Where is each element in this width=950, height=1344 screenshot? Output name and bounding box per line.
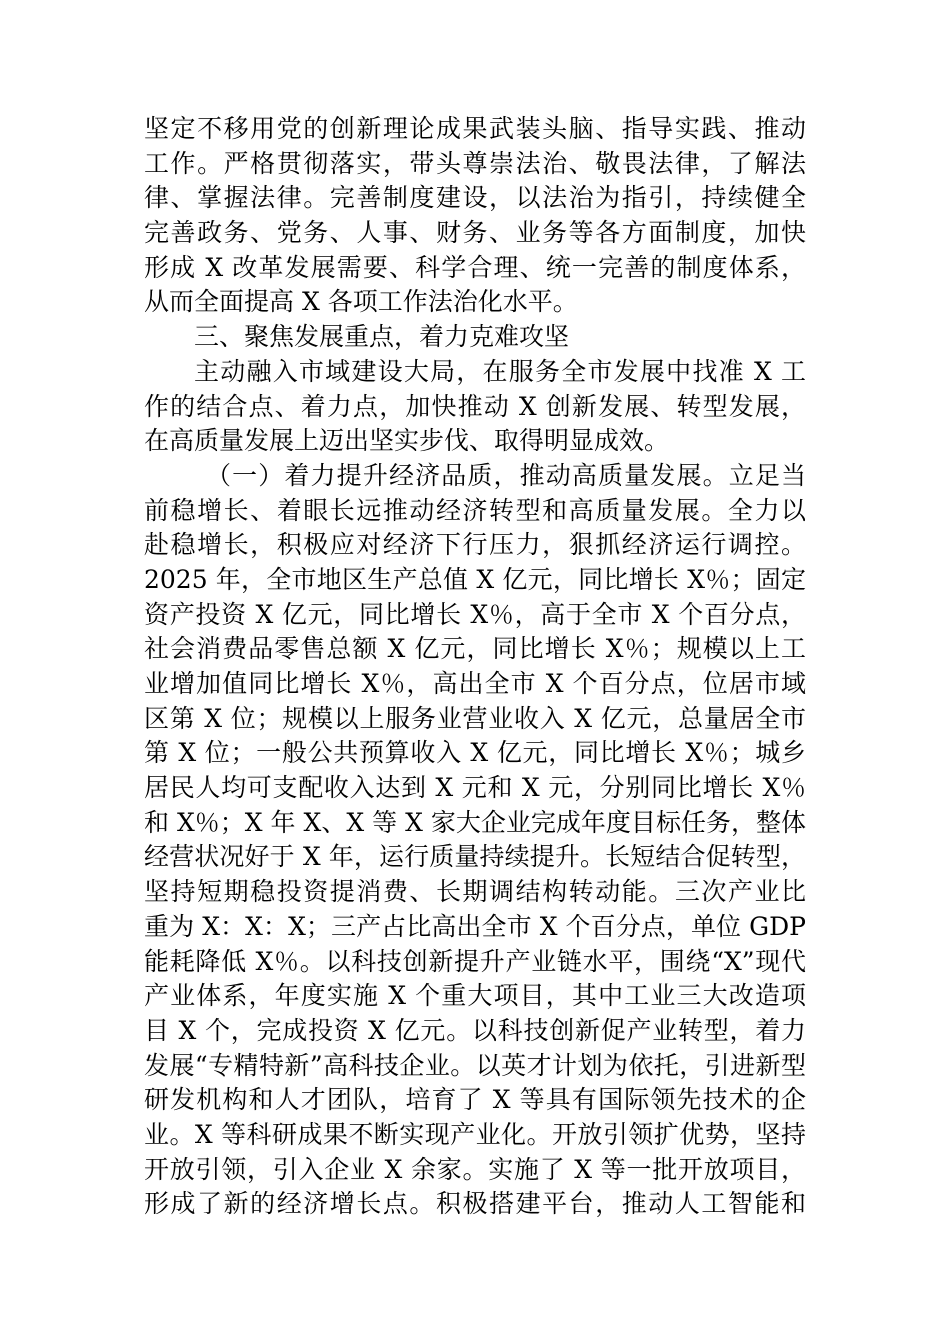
text-line: 区第 X 位；规模以上服务业营业收入 X 亿元，总量居全市	[144, 703, 806, 733]
paragraph-intro	[144, 355, 806, 459]
text-line: 社会消费品零售总额 X 亿元，同比增长 X％；规模以上工	[144, 634, 806, 664]
text-line: 前稳增长、着眼长远推动经济转型和高质量发展。全力以	[144, 495, 806, 525]
heading-text: 三、聚焦发展重点，着力克难攻坚	[194, 322, 570, 352]
section-heading	[144, 320, 806, 355]
text-line: 研发机构和人才团队，培育了 X 等具有国际领先技术的企	[144, 1085, 806, 1115]
text-line: 完善政务、党务、人事、财务、业务等各方面制度，加快	[144, 218, 806, 248]
text-line: 从而全面提高 X 各项工作法治化水平。	[144, 287, 578, 317]
text-line: 赴稳增长，积极应对经济下行压力，狠抓经济运行调控。	[144, 530, 806, 560]
text-line: 业增加值同比增长 X％，高出全市 X 个百分点，位居市域	[144, 669, 806, 698]
document-body	[144, 112, 806, 1222]
text-line: 居民人均可支配收入达到 X 元和 X 元，分别同比增长 X％	[144, 773, 806, 803]
text-line: 经营状况好于 X 年，运行质量持续提升。长短结合促转型，	[144, 842, 806, 872]
text-line: 作的结合点、着力点，加快推动 X 创新发展、转型发展，	[144, 391, 806, 421]
text-line: 坚定不移用党的创新理论成果武装头脑、指导实践、推动	[144, 114, 806, 143]
text-line: 律、掌握法律。完善制度建设，以法治为指引，持续健全	[144, 183, 806, 213]
text-line: 资产投资 X 亿元，同比增长 X％，高于全市 X 个百分点，	[144, 599, 806, 629]
text-line: 在高质量发展上迈出坚实步伐、取得明显成效。	[144, 426, 670, 456]
text-line: 能耗降低 X％。以科技创新提升产业链水平，围绕“X”现代	[144, 946, 806, 976]
text-line: 发展“专精特新”高科技企业。以英才计划为依托，引进新型	[144, 1050, 806, 1080]
paragraph-economy	[144, 459, 806, 1222]
text-line: 开放引领，引入企业 X 余家。实施了 X 等一批开放项目，	[144, 1154, 806, 1184]
text-line: 形成了新的经济增长点。积极搭建平台，推动人工智能和	[144, 1189, 806, 1219]
text-line: 2025 年，全市地区生产总值 X 亿元，同比增长 X％；固定	[144, 564, 806, 594]
text-line: 和 X％；X 年 X、X 等 X 家大企业完成年度目标任务，整体	[144, 807, 806, 837]
text-line: 业。X 等科研成果不断实现产业化。开放引领扩优势，坚持	[144, 1119, 806, 1149]
text-line: （一）着力提升经济品质，推动高质量发展。立足当	[206, 460, 806, 490]
text-line: 工作。严格贯彻落实，带头尊崇法治、敬畏法律，了解法	[144, 148, 806, 178]
text-line: 坚持短期稳投资提消费、长期调结构转动能。三次产业比	[144, 877, 806, 907]
text-line: 形成 X 改革发展需要、科学合理、统一完善的制度体系，	[144, 252, 806, 282]
text-line: 产业体系，年度实施 X 个重大项目，其中工业三大改造项	[144, 981, 806, 1011]
paragraph-1	[144, 112, 806, 320]
text-line: 目 X 个，完成投资 X 亿元。以科技创新促产业转型，着力	[144, 1015, 806, 1045]
text-line: 第 X 位；一般公共预算收入 X 亿元，同比增长 X％；城乡	[144, 738, 806, 768]
text-line: 主动融入市域建设大局，在服务全市发展中找准 X 工	[194, 356, 806, 386]
text-line: 重为 X：X：X；三产占比高出全市 X 个百分点，单位 GDP	[144, 911, 806, 941]
